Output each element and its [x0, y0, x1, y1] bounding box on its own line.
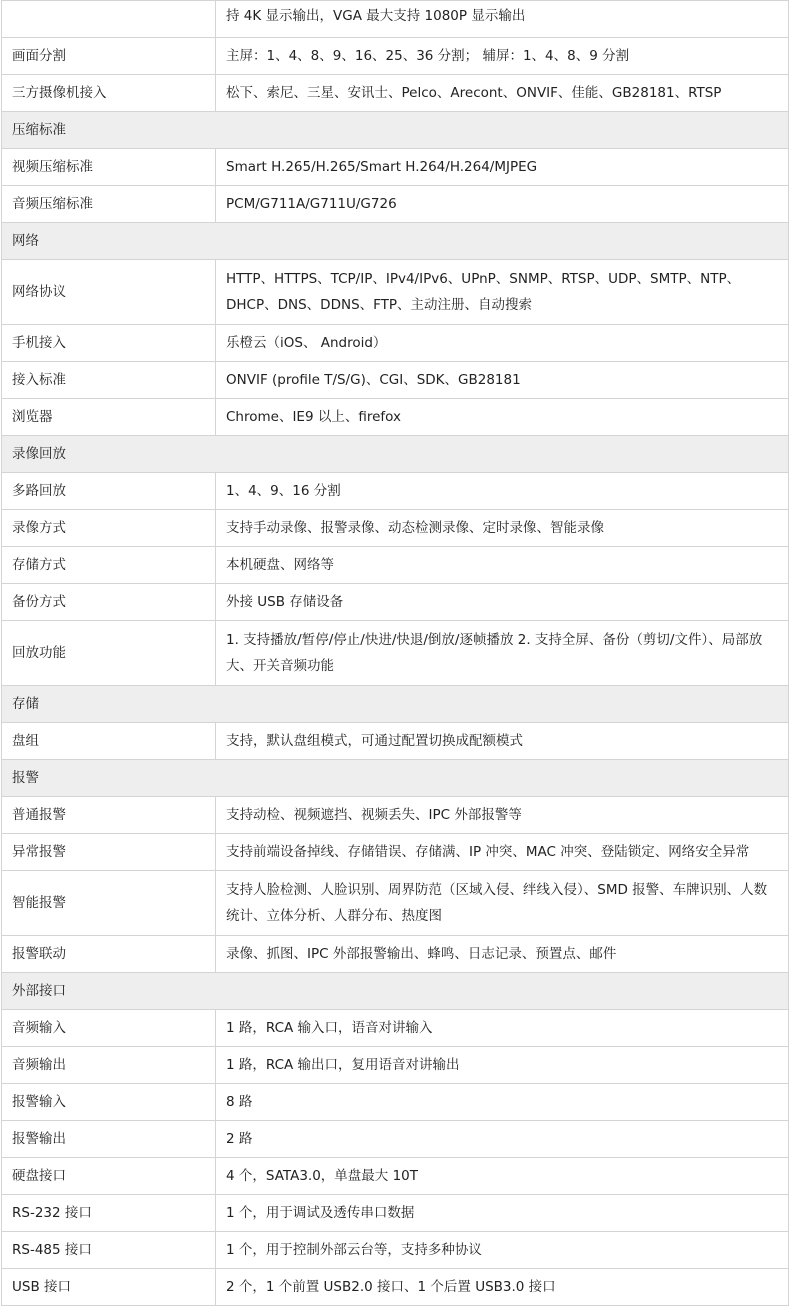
spec-row — [2, 260, 789, 325]
spec-value: 支持前端设备掉线、存储错误、存储满、IP 冲突、MAC 冲突、登陆锁定、网络安全异常 — [216, 834, 789, 871]
section-header-row — [2, 112, 789, 149]
spec-value: 乐橙云（iOS、 Android） — [216, 325, 789, 362]
spec-label: 视频压缩标准 — [2, 149, 216, 186]
spec-value: 支持，默认盘组模式，可通过配置切换成配额模式 — [216, 723, 789, 760]
spec-row — [2, 75, 789, 112]
section-header-row — [2, 973, 789, 1010]
spec-label: 画面分割 — [2, 38, 216, 75]
spec-row — [2, 362, 789, 399]
section-title: 网络 — [2, 223, 789, 260]
spec-value: 外接 USB 存储设备 — [216, 584, 789, 621]
spec-label: 报警输出 — [2, 1121, 216, 1158]
spec-label: 接入标准 — [2, 362, 216, 399]
spec-label: 存储方式 — [2, 547, 216, 584]
spec-label: 浏览器 — [2, 399, 216, 436]
spec-label: 备份方式 — [2, 584, 216, 621]
spec-value: 本机硬盘、网络等 — [216, 547, 789, 584]
spec-label: 盘组 — [2, 723, 216, 760]
spec-label: 多路回放 — [2, 473, 216, 510]
spec-value: 支持手动录像、报警录像、动态检测录像、定时录像、智能录像 — [216, 510, 789, 547]
spec-row — [2, 1232, 789, 1269]
spec-label: 回放功能 — [2, 621, 216, 686]
spec-row — [2, 723, 789, 760]
spec-label: 报警输入 — [2, 1084, 216, 1121]
spec-value: 松下、索尼、三星、安讯士、Pelco、Arecont、ONVIF、佳能、GB28181、RTSP — [216, 75, 789, 112]
spec-label — [2, 1, 216, 38]
spec-row — [2, 936, 789, 973]
spec-value: 8 路 — [216, 1084, 789, 1121]
spec-row — [2, 399, 789, 436]
spec-row — [2, 1, 789, 38]
spec-value: Smart H.265/H.265/Smart H.264/H.264/MJPEG — [216, 149, 789, 186]
spec-value: 2 个，1 个前置 USB2.0 接口、1 个后置 USB3.0 接口 — [216, 1269, 789, 1306]
spec-value: 主屏：1、4、8、9、16、25、36 分割； 辅屏：1、4、8、9 分割 — [216, 38, 789, 75]
spec-value: 支持人脸检测、人脸识别、周界防范（区域入侵、绊线入侵）、SMD 报警、车牌识别、人数统计、立体分析、人群分布、热度图 — [216, 871, 789, 936]
spec-row — [2, 325, 789, 362]
spec-row — [2, 797, 789, 834]
spec-value: 2 路 — [216, 1121, 789, 1158]
spec-row — [2, 473, 789, 510]
spec-row — [2, 510, 789, 547]
spec-label: 三方摄像机接入 — [2, 75, 216, 112]
spec-label: 音频输入 — [2, 1010, 216, 1047]
section-title: 压缩标准 — [2, 112, 789, 149]
spec-label: 报警联动 — [2, 936, 216, 973]
spec-row — [2, 1084, 789, 1121]
spec-row — [2, 547, 789, 584]
section-title: 存储 — [2, 686, 789, 723]
spec-value: PCM/G711A/G711U/G726 — [216, 186, 789, 223]
spec-value: ONVIF (profile T/S/G)、CGI、SDK、GB28181 — [216, 362, 789, 399]
spec-label: RS-232 接口 — [2, 1195, 216, 1232]
spec-row — [2, 621, 789, 686]
section-title: 录像回放 — [2, 436, 789, 473]
spec-value: 1 个，用于控制外部云台等，支持多种协议 — [216, 1232, 789, 1269]
section-header-row — [2, 760, 789, 797]
spec-row — [2, 149, 789, 186]
spec-table-body — [2, 1, 789, 1306]
spec-label: 网络协议 — [2, 260, 216, 325]
section-title: 外部接口 — [2, 973, 789, 1010]
spec-value: 持 4K 显示输出，VGA 最大支持 1080P 显示输出 — [216, 1, 789, 38]
spec-value: Chrome、IE9 以上、firefox — [216, 399, 789, 436]
spec-value: 1、4、9、16 分割 — [216, 473, 789, 510]
spec-label: 普通报警 — [2, 797, 216, 834]
spec-label: 音频输出 — [2, 1047, 216, 1084]
spec-label: 智能报警 — [2, 871, 216, 936]
spec-row — [2, 1195, 789, 1232]
spec-value: 支持动检、视频遮挡、视频丢失、IPC 外部报警等 — [216, 797, 789, 834]
spec-label: USB 接口 — [2, 1269, 216, 1306]
spec-label: 音频压缩标准 — [2, 186, 216, 223]
spec-label: RS-485 接口 — [2, 1232, 216, 1269]
spec-row — [2, 1269, 789, 1306]
spec-row — [2, 1010, 789, 1047]
spec-row — [2, 834, 789, 871]
section-header-row — [2, 436, 789, 473]
section-title: 报警 — [2, 760, 789, 797]
spec-table — [1, 0, 789, 1306]
spec-value: 1 个，用于调试及透传串口数据 — [216, 1195, 789, 1232]
spec-row — [2, 1121, 789, 1158]
spec-value: 1 路，RCA 输出口，复用语音对讲输出 — [216, 1047, 789, 1084]
spec-value: HTTP、HTTPS、TCP/IP、IPv4/IPv6、UPnP、SNMP、RTSP、UDP、SMTP、NTP、 DHCP、DNS、DDNS、FTP、主动注册、自动搜索 — [216, 260, 789, 325]
spec-row — [2, 871, 789, 936]
spec-row — [2, 38, 789, 75]
section-header-row — [2, 223, 789, 260]
spec-row — [2, 186, 789, 223]
section-header-row — [2, 686, 789, 723]
spec-row — [2, 584, 789, 621]
spec-value: 1 路，RCA 输入口，语音对讲输入 — [216, 1010, 789, 1047]
spec-row — [2, 1047, 789, 1084]
spec-label: 硬盘接口 — [2, 1158, 216, 1195]
spec-value: 录像、抓图、IPC 外部报警输出、蜂鸣、日志记录、预置点、邮件 — [216, 936, 789, 973]
spec-value: 4 个，SATA3.0，单盘最大 10T — [216, 1158, 789, 1195]
spec-value: 1. 支持播放/暂停/停止/快进/快退/倒放/逐帧播放 2. 支持全屏、备份（剪切/文件）、局部放大、开关音频功能 — [216, 621, 789, 686]
spec-label: 异常报警 — [2, 834, 216, 871]
spec-label: 手机接入 — [2, 325, 216, 362]
spec-label: 录像方式 — [2, 510, 216, 547]
spec-row — [2, 1158, 789, 1195]
